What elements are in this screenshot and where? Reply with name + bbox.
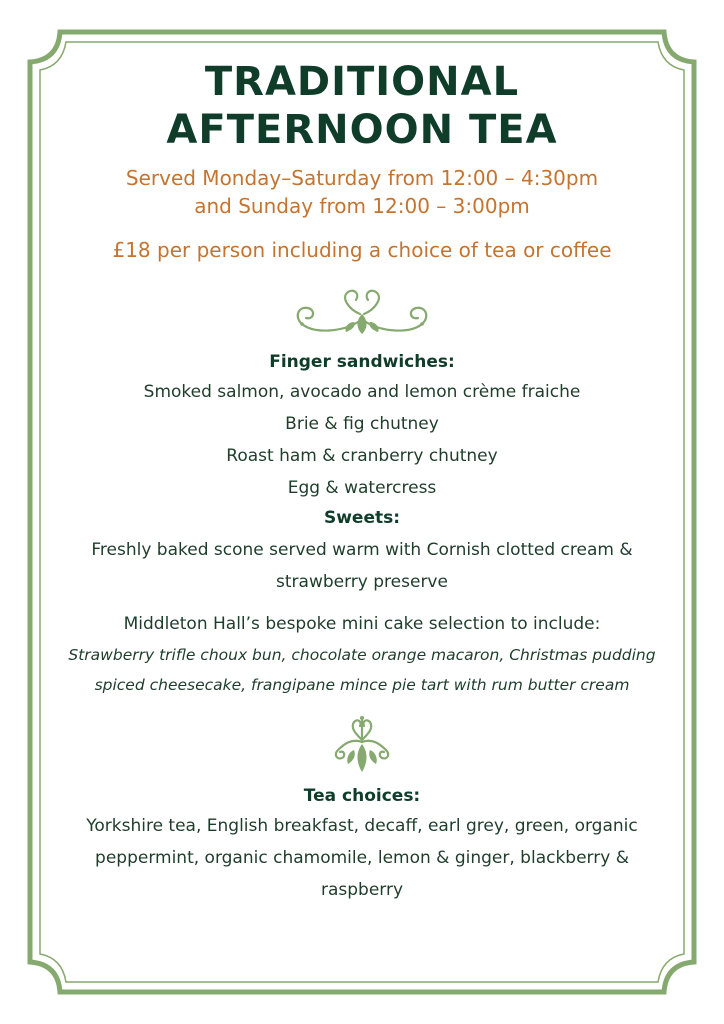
scone-description: Freshly baked scone served warm with Cornish clotted cream & strawberry preserve (91, 540, 633, 592)
sweets-heading: Sweets: (323, 508, 401, 528)
title-line-2: AFTERNOON TEA (166, 107, 558, 153)
menu-content (60, 58, 664, 906)
cake-intro: Middleton Hall’s bespoke mini cake selection to include: (123, 614, 601, 634)
tea-list: Yorkshire tea, English breakfast, decaff, earl grey, green, organic peppermint, organic chamomile, lemon & ginger, blackberry & raspberry (86, 816, 638, 900)
sandwich-item: Brie & fig chutney (285, 414, 439, 434)
serving-hours-sunday: and Sunday from 12:00 – 3:00pm (194, 194, 530, 218)
sandwich-item: Smoked salmon, avocado and lemon crème fraiche (143, 382, 581, 402)
sandwiches-heading: Finger sandwiches: (269, 352, 455, 372)
page-title (60, 58, 664, 154)
serving-hours (60, 164, 664, 220)
cake-list: Strawberry trifle choux bun, chocolate orange macaron, Christmas pudding spiced cheesecake, frangipane mince pie tart with rum butter cream (68, 646, 656, 694)
title-line-1: TRADITIONAL (204, 59, 520, 105)
fleur-ornament-icon (330, 714, 394, 774)
price-line: £18 per person including a choice of tea or coffee (112, 238, 612, 262)
serving-hours-weekday: Served Monday–Saturday from 12:00 – 4:30pm (125, 166, 599, 190)
scroll-flourish-icon (292, 284, 432, 338)
tea-heading: Tea choices: (303, 786, 421, 806)
sandwich-item: Egg & watercress (287, 478, 437, 498)
sandwich-item: Roast ham & cranberry chutney (226, 446, 498, 466)
